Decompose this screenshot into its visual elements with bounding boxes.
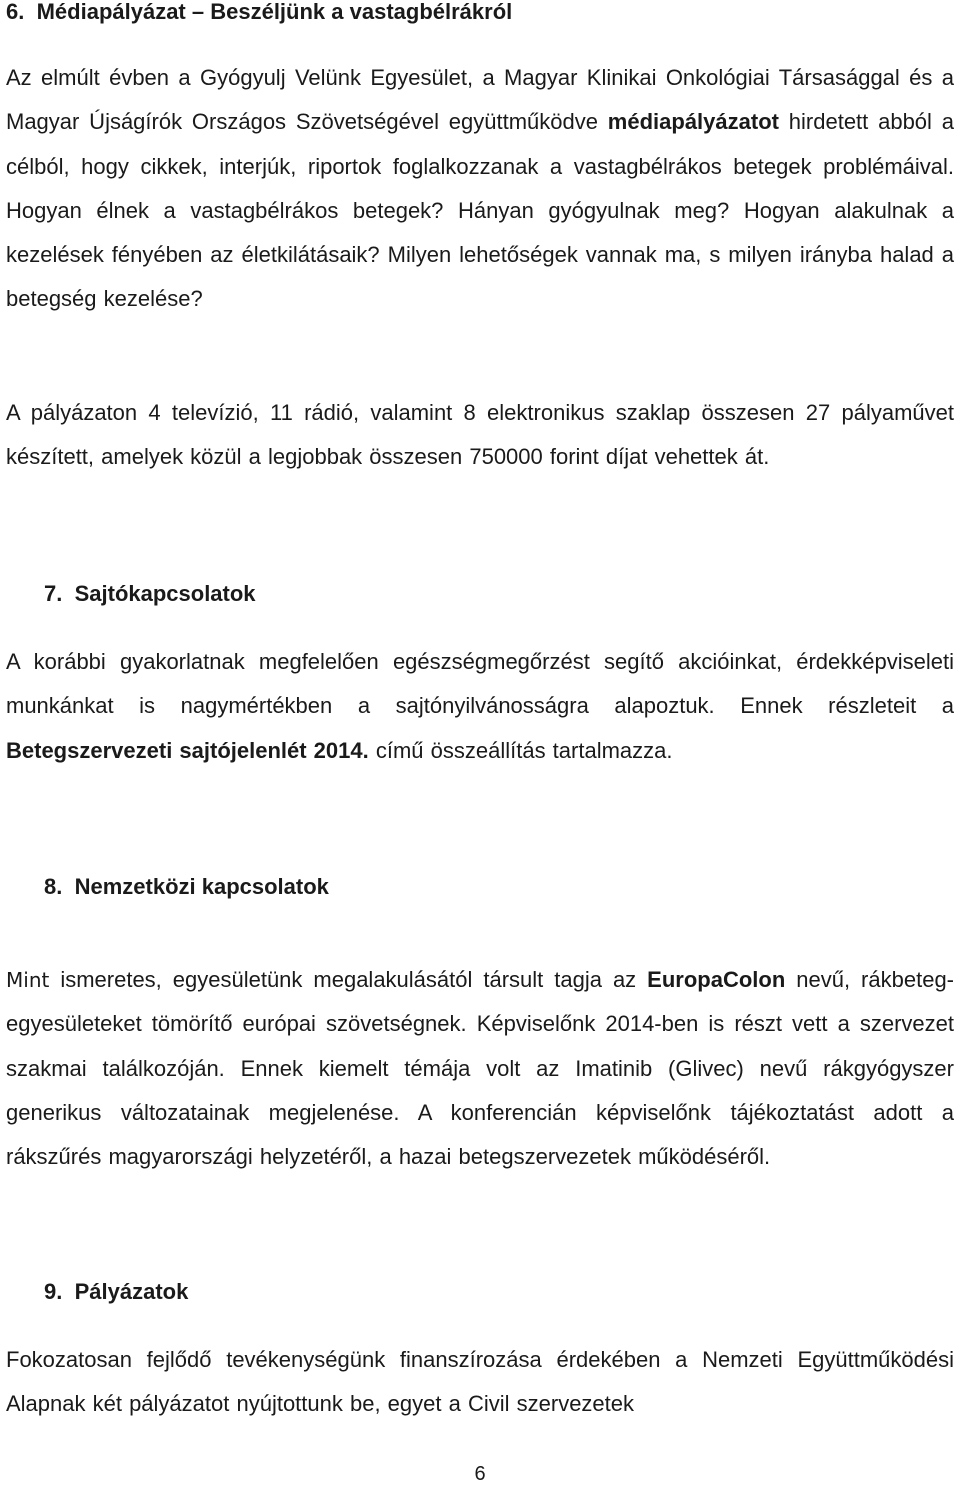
- section-title: Nemzetközi kapcsolatok: [74, 874, 329, 899]
- text-run: hirdetett abból a célból, hogy cikkek, interjúk, riportok foglalkozzanak a vastagbélrákos betegek problémáival. Hogyan élnek a vastagbélrákos betegek? Hányan gyógyulnak meg? Hogyan alakulnak a kezelések fényében az életkilátásaik? Milyen lehetőségek vannak ma, s milyen irányba halad a betegség kezelése?: [6, 109, 954, 312]
- section-heading-7: [44, 579, 256, 609]
- text-run: Az elmúlt évben a Gyógyulj Velünk Egyesület, a Magyar Klinikai Onkológiai Társasággal és a Magyar Újságírók Országos Szövetségével együttműködve: [6, 65, 954, 135]
- text-run: A korábbi gyakorlatnak megfelelően egészségmegőrzést segítő akcióinkat, érdekképviseleti munkánkat is nagymértékben a sajtónyilvánosságra alapoztuk. Ennek részleteit a: [6, 649, 954, 719]
- paragraph-press-relations: [6, 640, 954, 773]
- section-title: Sajtókapcsolatok: [74, 581, 256, 606]
- section-heading-9: [44, 1277, 188, 1307]
- section-number: 9.: [44, 1279, 63, 1304]
- text-run: Mint: [6, 968, 50, 992]
- bold-text-run: Betegszervezeti sajtójelenlét 2014.: [6, 737, 369, 763]
- bold-text-run: EuropaColon: [647, 967, 786, 992]
- text-run: nevű, rákbeteg-egyesületeket tömörítő európai szövetségnek. Képviselőnk 2014-ben is részt vett a szervezet szakmai találkozóján. Ennek kiemelt témája volt az Imatinib (Glivec) nevű rákgyógyszer generikus változatainak megjelenése. A konferencián képviselőnk tájékoztatást adott a rákszűrés magyarországi helyzetéről, a hazai betegszervezetek működéséről.: [6, 967, 955, 1170]
- text-run: Fokozatosan fejlődő tevékenységünk finanszírozása érdekében a Nemzeti Együttműködési Alapnak két pályázatot nyújtottunk be, egyet a Civil szervezetek: [6, 1347, 954, 1417]
- bold-text-run: médiapályázatot: [607, 109, 779, 135]
- section-number: 7.: [44, 581, 63, 606]
- section-heading-6: [6, 0, 512, 27]
- section-title: Pályázatok: [74, 1279, 189, 1304]
- text-run: ismeretes, egyesületünk megalakulásától társult tagja az: [49, 967, 648, 992]
- paragraph-media-competition: [6, 56, 954, 322]
- paragraph-competition-results: [6, 391, 954, 480]
- section-heading-8: [44, 872, 329, 902]
- section-number: 6.: [6, 0, 25, 24]
- paragraph-grants: [6, 1338, 954, 1427]
- text-run: A pályázaton 4 televízió, 11 rádió, valamint 8 elektronikus szaklap összesen 27 pályaművet készített, amelyek közül a legjobbak összesen 750000 forint díjat vehettek át.: [6, 400, 954, 470]
- paragraph-international-relations: [6, 958, 954, 1179]
- section-title: Médiapályázat – Beszéljünk a vastagbélrákról: [36, 0, 513, 24]
- text-run: című összeállítás tartalmazza.: [368, 737, 673, 763]
- section-number: 8.: [44, 874, 63, 899]
- page-number: 6: [474, 1463, 486, 1485]
